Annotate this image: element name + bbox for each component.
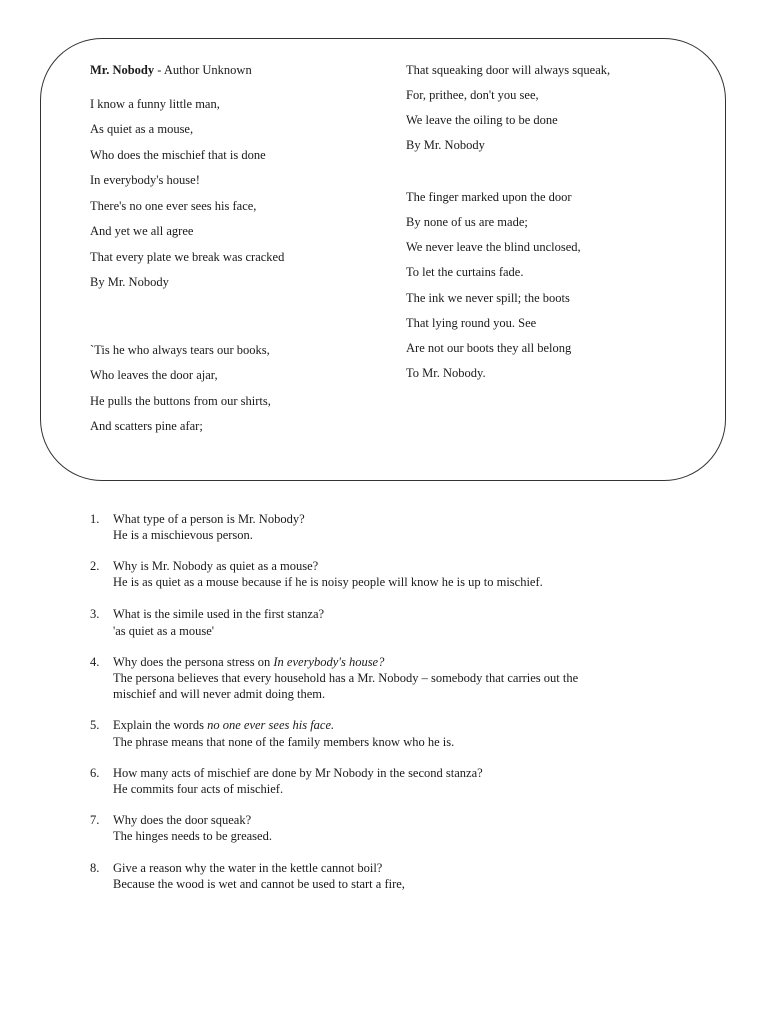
poem-title: Mr. Nobody — [90, 63, 155, 77]
poem-line: The ink we never spill; the boots — [406, 291, 570, 305]
answer-text: He is as quiet as a mouse because if he is noisy people will know he is up to mischief. — [113, 575, 543, 589]
question-number: 1. — [90, 512, 100, 526]
poem-line: For, prithee, don't you see, — [406, 88, 539, 102]
poem-line: I know a funny little man, — [90, 97, 220, 111]
question-number: 4. — [90, 655, 100, 669]
question-text: Why does the door squeak? — [113, 813, 252, 827]
poem-line: That lying round you. See — [406, 316, 537, 330]
question-number: 5. — [90, 718, 100, 732]
poem-line: That squeaking door will always squeak, — [406, 63, 611, 77]
answer-text: Because the wood is wet and cannot be used to start a fire, — [113, 877, 405, 891]
poem-line: In everybody's house! — [90, 173, 200, 187]
poem-line: There's no one ever sees his face, — [90, 199, 257, 213]
question-number: 8. — [90, 861, 100, 875]
poem-line: By none of us are made; — [406, 215, 528, 229]
answer-text: The phrase means that none of the family members know who he is. — [113, 735, 455, 749]
poem-line: To let the curtains fade. — [406, 265, 524, 279]
poem-line: `Tis he who always tears our books, — [90, 343, 270, 357]
poem-line: Are not our boots they all belong — [406, 341, 572, 355]
answer-text: The persona believes that every household has a Mr. Nobody – somebody that carries out the — [113, 671, 579, 685]
answer-text: He is a mischievous person. — [113, 528, 253, 542]
question-text: What type of a person is Mr. Nobody? — [113, 512, 305, 526]
answer-text: 'as quiet as a mouse' — [113, 624, 215, 638]
poem-line: We leave the oiling to be done — [406, 113, 558, 127]
poem-line: By Mr. Nobody — [90, 275, 169, 289]
poem-line: By Mr. Nobody — [406, 138, 485, 152]
question-text: How many acts of mischief are done by Mr Nobody in the second stanza? — [113, 766, 483, 780]
question-text: Why does the persona stress on In everybody's house? — [113, 655, 385, 669]
answer-text: He commits four acts of mischief. — [113, 782, 284, 796]
poem-author: - Author Unknown — [154, 63, 252, 77]
poem-line: And scatters pine afar; — [90, 419, 203, 433]
question-text: What is the simile used in the first stanza? — [113, 607, 325, 621]
poem-line: Who does the mischief that is done — [90, 148, 266, 162]
question-text: Give a reason why the water in the kettle cannot boil? — [113, 861, 383, 875]
poem-line: As quiet as a mouse, — [90, 122, 194, 136]
poem-title-line — [90, 63, 252, 78]
question-text: Why is Mr. Nobody as quiet as a mouse? — [113, 559, 319, 573]
poem-line: That every plate we break was cracked — [90, 250, 285, 264]
question-number: 6. — [90, 766, 100, 780]
question-number: 2. — [90, 559, 100, 573]
question-number: 7. — [90, 813, 100, 827]
question-text: Explain the words no one ever sees his face. — [113, 718, 335, 732]
poem-line: We never leave the blind unclosed, — [406, 240, 581, 254]
poem-line: Who leaves the door ajar, — [90, 368, 218, 382]
poem-line: And yet we all agree — [90, 224, 194, 238]
question-number: 3. — [90, 607, 100, 621]
answer-text: mischief and will never admit doing them. — [113, 687, 326, 701]
poem-line: The finger marked upon the door — [406, 190, 572, 204]
poem-line: He pulls the buttons from our shirts, — [90, 394, 271, 408]
poem-line: To Mr. Nobody. — [406, 366, 486, 380]
answer-text: The hinges needs to be greased. — [113, 829, 272, 843]
